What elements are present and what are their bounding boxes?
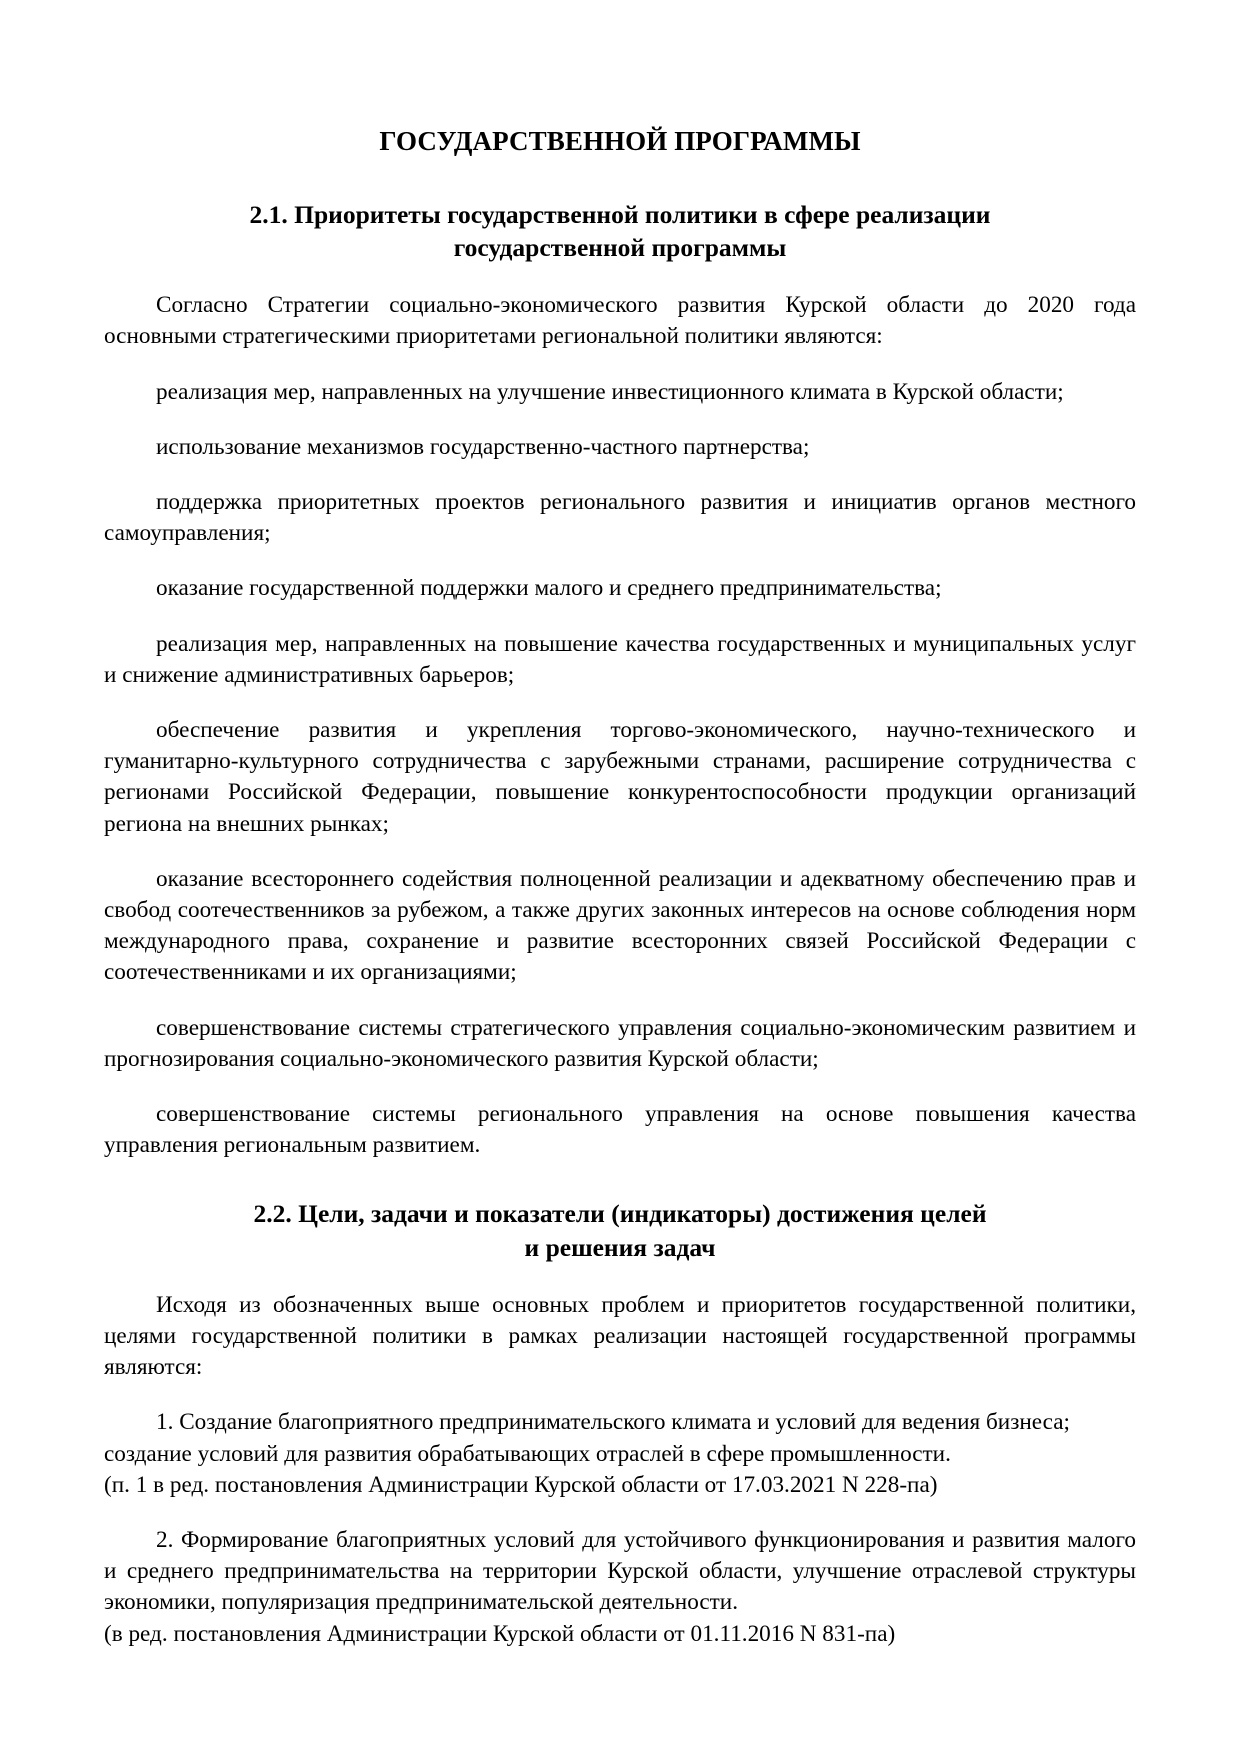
priority-item: оказание государственной поддержки малого и среднего предпринимательства; [156, 575, 942, 602]
section-heading-2-2-line2: и решения задач [524, 1232, 716, 1262]
section-heading-2-1-line2: государственной программы [453, 233, 787, 262]
section-heading-2-1-line1: 2.1. Приоритеты государственной политики в сфере реализации [249, 199, 991, 229]
priority-item: поддержка приоритетных проектов регионального развития и инициатив органов местного самоуправления; [104, 488, 1136, 547]
goal-amendment-note: (п. 1 в ред. постановления Администрации Курской области от 17.03.2021 N 228-па) [104, 1471, 938, 1498]
priority-item: оказание всестороннего содействия полноценной реализации и адекватному обеспечению прав и свобод соотечественников за рубежом, а также других законных интересов на основе соблюдения норм международного права, сохранение и развитие всесторонних связей Российской Федерации с соотечественниками и их организациями; [104, 865, 1136, 986]
goal-text: 2. Формирование благоприятных условий для устойчивого функционирования и развития малого и среднего предпринимательства на территории Курской области, улучшение отраслевой структуры экономики, популяризация предпринимательской деятельности. [104, 1526, 1136, 1616]
section-heading-2-2-line1: 2.2. Цели, задачи и показатели (индикаторы) достижения целей [253, 1199, 987, 1229]
priority-item: реализация мер, направленных на повышение качества государственных и муниципальных услуг и снижение административных барьеров; [104, 630, 1136, 688]
goal-block [104, 1525, 1136, 1650]
goal-text: 1. Создание благоприятного предпринимательского климата и условий для ведения бизнеса; создание условий для развития обрабатывающих отраслей в сфере промышленности. [104, 1409, 1070, 1467]
goal-amendment-note: (в ред. постановления Администрации Курской области от 01.11.2016 N 831-па) [104, 1620, 896, 1647]
section-heading-2-1 [104, 198, 1136, 264]
priority-item: реализация мер, направленных на улучшение инвестиционного климата в Курской области; [156, 378, 1064, 405]
section-2-2-intro: Исходя из обозначенных выше основных проблем и приоритетов государственной политики, целями государственной политики в рамках реализации настоящей государственной программы являются: [104, 1291, 1136, 1381]
priority-item: обеспечение развития и укрепления торгово-экономического, научно-технического и гуманитарно-культурного сотрудничества с зарубежными странами, расширение сотрудничества с регионами Российской Федерации, повышение конкурентоспособности продукции организаций региона на внешних рынках; [104, 716, 1136, 837]
section-heading-2-2 [104, 1197, 1136, 1263]
priority-item: использование механизмов государственно-частного партнерства; [156, 433, 810, 460]
priority-item: совершенствование системы регионального управления на основе повышения качества управления региональным развитием. [104, 1101, 1136, 1159]
priority-item: совершенствование системы стратегического управления социально-экономическим развитием и прогнозирования социально-экономического развития Курской области; [104, 1014, 1136, 1072]
section-2-1-intro: Согласно Стратегии социально-экономического развития Курской области до 2020 года основными стратегическими приоритетами региональной политики являются: [104, 292, 1136, 350]
goal-block [104, 1407, 1136, 1501]
page-title: ГОСУДАРСТВЕННОЙ ПРОГРАММЫ [379, 126, 861, 156]
document-body [104, 126, 1136, 1650]
